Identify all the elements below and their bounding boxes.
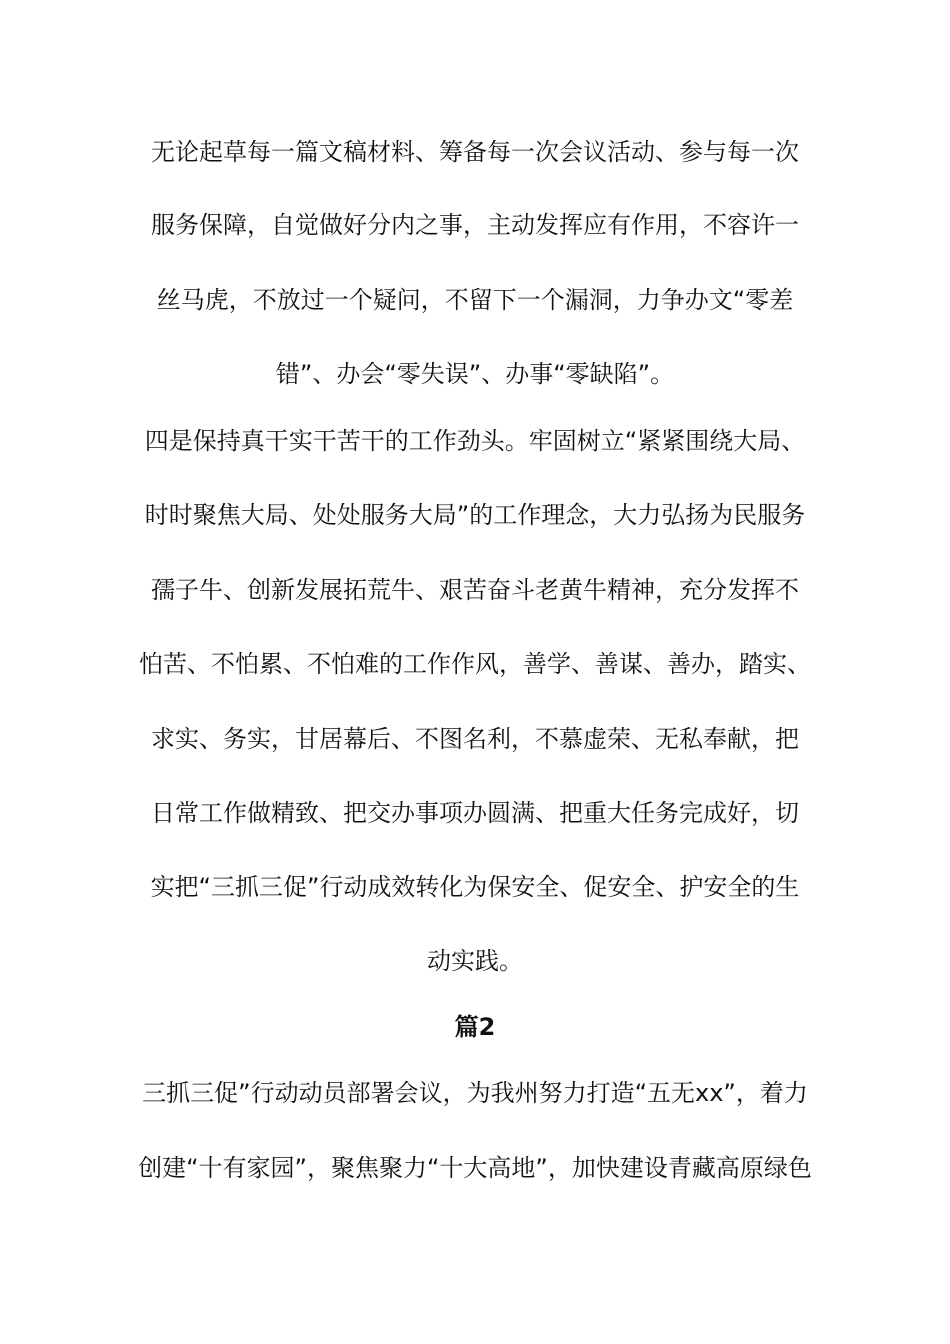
paragraph-2-line-3: 孺子牛、创新发展拓荒牛、艰苦奋斗老黄牛精神，充分发挥不 <box>151 576 799 604</box>
paragraph-3-line-1: 三抓三促”行动动员部署会议，为我州努力打造“五无xx”，着力 <box>142 1079 808 1107</box>
section-heading: 篇2 <box>454 1013 496 1041</box>
paragraph-1-line-2: 服务保障，自觉做好分内之事，主动发挥应有作用，不容许一 <box>151 211 799 239</box>
paragraph-2-line-4: 怕苦、不怕累、不怕难的工作作风，善学、善谋、善办，踏实、 <box>139 650 811 678</box>
paragraph-2-line-6: 日常工作做精致、把交办事项办圆满、把重大任务完成好，切 <box>151 799 799 827</box>
paragraph-1-line-3: 丝马虎，不放过一个疑问，不留下一个漏洞，力争办文“零差 <box>156 286 794 314</box>
paragraph-3-line-2: 创建“十有家园”，聚焦聚力“十大高地”，加快建设青藏高原绿色 <box>138 1154 812 1182</box>
paragraph-2-line-1: 四是保持真干实干苦干的工作劲头。牢固树立“紧紧围绕大局、 <box>144 427 806 455</box>
paragraph-2-line-5: 求实、务实，甘居幕后、不图名利，不慕虚荣、无私奉献，把 <box>151 725 799 753</box>
paragraph-1-line-1: 无论起草每一篇文稿材料、筹备每一次会议活动、参与每一次 <box>151 138 799 166</box>
paragraph-1-line-4: 错”、办会“零失误”、办事“零缺陷”。 <box>275 360 675 388</box>
paragraph-2-line-8: 动实践。 <box>427 947 523 975</box>
paragraph-2-line-2: 时时聚焦大局、处处服务大局”的工作理念，大力弘扬为民服务 <box>144 501 806 529</box>
paragraph-2-line-7: 实把“三抓三促”行动成效转化为保安全、促安全、护安全的生 <box>150 873 800 901</box>
